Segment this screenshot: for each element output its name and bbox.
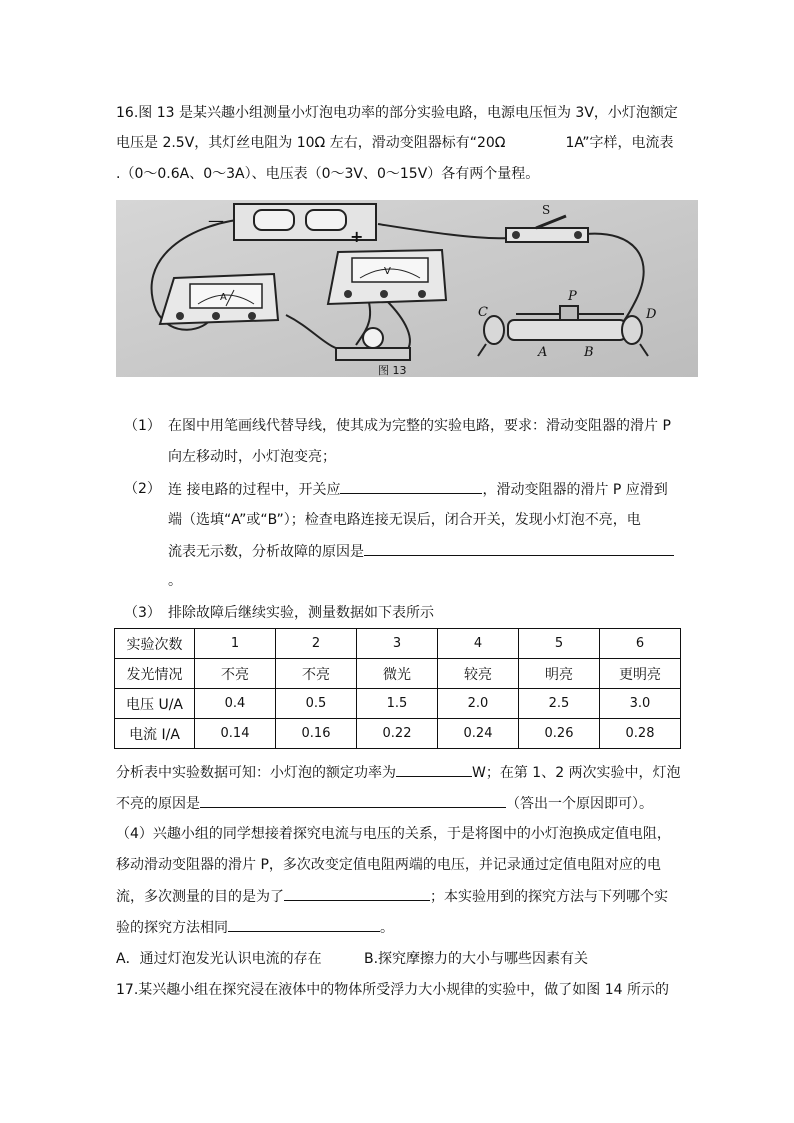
part-4-line-2: 移动滑动变阻器的滑片 P，多次改变定值电阻两端的电压，并记录通过定值电阻对应的电 [116, 857, 661, 873]
no-light-reason-blank[interactable] [200, 793, 506, 808]
part-2-line-3 [168, 541, 674, 562]
row-header: 发光情况 [115, 659, 195, 689]
table-cell: 6 [600, 629, 681, 659]
table-cell: 2.0 [438, 689, 519, 719]
part-3-line-3 [116, 793, 653, 814]
table-cell: 不亮 [195, 659, 276, 689]
table-cell: 0.5 [276, 689, 357, 719]
part-4-line-3b: ；本实验用到的探究方法与下列哪个实 [430, 889, 668, 905]
table-cell: 4 [438, 629, 519, 659]
part-2-number: （2） [124, 481, 161, 497]
table-cell: 3 [357, 629, 438, 659]
same-method-blank[interactable] [228, 917, 380, 932]
part-4-line-4 [116, 917, 394, 938]
table-cell: 更明亮 [600, 659, 681, 689]
rated-power-blank[interactable] [396, 762, 472, 777]
part-3-number: （3） [124, 605, 161, 621]
rheostat-terminal-c: C [478, 305, 488, 320]
battery-plus-label: + [350, 227, 364, 246]
data-table [114, 628, 681, 749]
switch-state-blank[interactable] [340, 479, 482, 494]
table-cell: 0.4 [195, 689, 276, 719]
table-cell: 1.5 [357, 689, 438, 719]
q17-intro: 17.某兴趣小组在探究浸在液体中的物体所受浮力大小规律的实验中，做了如图 14 所示的 [116, 982, 669, 998]
part-3-line-2 [116, 762, 681, 783]
part-3-line-3b: （答出一个原因即可）。 [506, 796, 653, 812]
table-cell: 0.22 [357, 719, 438, 749]
voltmeter-label: V [384, 266, 391, 277]
part-4-line-1: （4）兴趣小组的同学想接着探究电流与电压的关系，于是将图中的小灯泡换成定值电阻， [116, 826, 671, 842]
table-row [115, 689, 681, 719]
q16-intro-line-2a: 电压是 2.5V，其灯丝电阻为 10Ω 左右，滑动变阻器标有“20Ω [116, 135, 506, 151]
rheostat-terminal-a: A [538, 345, 548, 360]
part-3-line-3a: 不亮的原因是 [116, 796, 200, 812]
table-row [115, 719, 681, 749]
part-2-line-3a: 流表无示数，分析故障的原因是 [168, 544, 364, 560]
table-row [115, 629, 681, 659]
ammeter-label: A [220, 292, 227, 303]
ammeter [160, 274, 278, 324]
table-cell: 微光 [357, 659, 438, 689]
q16-intro-line-2b: 1A”字样，电流表 [565, 135, 674, 151]
q16-intro-line-3: .（0～0.6A、0～3A）、电压表（0～3V、0～15V）各有两个量程。 [116, 166, 540, 182]
table-cell: 5 [519, 629, 600, 659]
rheostat-terminal-b: B [584, 345, 594, 360]
part-2-line-1 [168, 479, 668, 500]
part-1-line-2: 向左移动时，小灯泡变亮； [168, 449, 336, 465]
table-row [115, 659, 681, 689]
rheostat-terminal-d: D [646, 307, 657, 322]
table-cell: 0.14 [195, 719, 276, 749]
part-4-line-3a: 流，多次测量的目的是为了 [116, 889, 284, 905]
part-3-line-1: 排除故障后继续实验，测量数据如下表所示 [168, 605, 434, 621]
part-2-line-4: 。 [168, 573, 182, 589]
rheostat-slider-p: P [568, 289, 577, 304]
battery-minus-label: — [208, 211, 224, 230]
part-3-line-2b: W；在第 1、2 两次实验中，灯泡 [472, 765, 681, 781]
table-cell: 不亮 [276, 659, 357, 689]
table-cell: 2 [276, 629, 357, 659]
table-cell: 较亮 [438, 659, 519, 689]
table-cell: 0.28 [600, 719, 681, 749]
part-1-line-1: 在图中用笔画线代替导线，使其成为完整的实验电路，要求：滑动变阻器的滑片 P [168, 418, 671, 434]
part-4-line-4b: 。 [380, 920, 394, 936]
q16-intro-line-2 [116, 133, 674, 153]
table-cell: 2.5 [519, 689, 600, 719]
q16-intro-line-1: 16.图 13 是某兴趣小组测量小灯泡电功率的部分实验电路，电源电压恒为 3V，小灯泡额定 [116, 105, 678, 121]
part-2-line-1b: ，滑动变阻器的滑片 P 应滑到 [482, 482, 668, 498]
table-cell: 3.0 [600, 689, 681, 719]
measurement-purpose-blank[interactable] [284, 886, 430, 901]
row-header: 电流 I/A [115, 719, 195, 749]
table-cell: 明亮 [519, 659, 600, 689]
part-3-line-2a: 分析表中实验数据可知：小灯泡的额定功率为 [116, 765, 396, 781]
fault-reason-blank[interactable] [364, 541, 674, 556]
option-b: B.探究摩擦力的大小与哪些因素有关 [364, 951, 589, 967]
switch-label: S [542, 203, 551, 217]
table-cell: 0.16 [276, 719, 357, 749]
circuit-figure [116, 200, 698, 377]
part-4-line-3 [116, 886, 668, 907]
part-1-number: （1） [124, 418, 161, 434]
table-cell: 1 [195, 629, 276, 659]
figure-caption: 图 13 [378, 364, 407, 377]
part-2-line-2: 端（选填“A”或“B”）；检查电路连接无误后，闭合开关，发现小灯泡不亮，电 [168, 512, 641, 528]
voltmeter [328, 250, 446, 304]
row-header: 实验次数 [115, 629, 195, 659]
part-4-line-4a: 验的探究方法相同 [116, 920, 228, 936]
part-2-line-1a: 连 接电路的过程中，开关应 [168, 482, 341, 498]
option-a: A．通过灯泡发光认识电流的存在 [116, 951, 322, 967]
row-header: 电压 U/A [115, 689, 195, 719]
table-cell: 0.26 [519, 719, 600, 749]
table-cell: 0.24 [438, 719, 519, 749]
